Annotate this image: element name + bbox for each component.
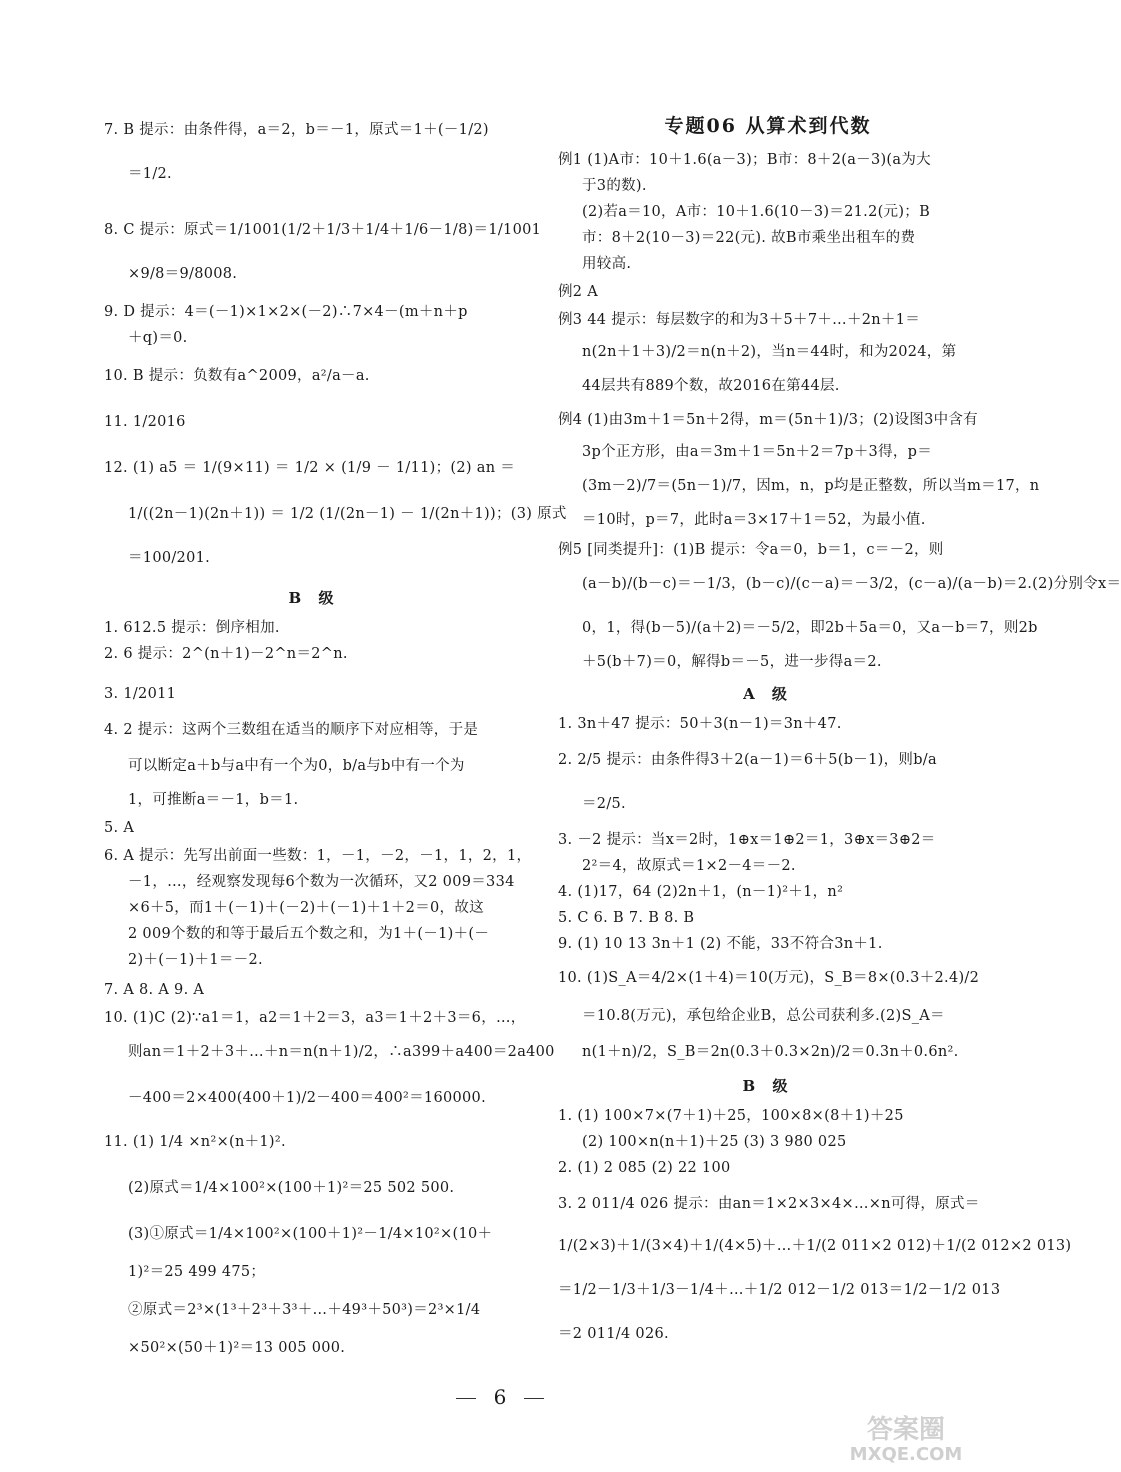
- right-line: n(2n＋1＋3)/2＝n(n＋2)，当n＝44时，和为2024，第: [582, 344, 957, 360]
- left-line: 5. A: [104, 820, 135, 836]
- left-line: 7. B 提示：由条件得，a＝2，b＝－1，原式＝1＋(－1/2): [104, 122, 489, 138]
- right-line: 例4 (1)由3m＋1＝5n＋2得，m＝(5n＋1)/3；(2)设图3中含有: [558, 412, 978, 428]
- left-line: ×50²×(50＋1)²＝13 005 000.: [128, 1340, 346, 1356]
- right-line: 5. C 6. B 7. B 8. B: [558, 910, 695, 926]
- left-line: －1，…，经观察发现每6个数为一次循环，又2 009＝334: [128, 874, 515, 890]
- right-line: 2. 2/5 提示：由条件得3＋2(a－1)＝6＋5(b－1)，则b/a: [558, 752, 937, 768]
- watermark-logo: [840, 1408, 972, 1464]
- right-line: 例3 44 提示：每层数字的和为3＋5＋7＋…＋2n＋1＝: [558, 312, 921, 328]
- left-line: 1/((2n－1)(2n＋1)) ＝ 1/2 (1/(2n－1) － 1/(2n＋1))；(3) 原式: [128, 506, 567, 522]
- right-line: (a－b)/(b－c)＝－1/3，(b－c)/(c－a)＝－3/2，(c－a)/(a－b)＝2.(2)分别令x＝: [582, 576, 1121, 592]
- left-line: 1. 612.5 提示：倒序相加.: [104, 620, 280, 636]
- right-line: (2)若a＝10，A市：10＋1.6(10－3)＝21.2(元)；B: [582, 204, 931, 220]
- right-line: (2) 100×n(n＋1)＋25 (3) 3 980 025: [582, 1134, 847, 1150]
- right-line: 3. 2 011/4 026 提示：由an＝1×2×3×4×…×n可得，原式＝: [558, 1196, 980, 1212]
- left-line: 10. (1)C (2)∵a1＝1，a2＝1＋2＝3，a3＝1＋2＋3＝6，…，: [104, 1010, 526, 1026]
- left-line: ＋q)＝0.: [128, 330, 188, 346]
- left-line: ②原式＝2³×(1³＋2³＋3³＋…＋49³＋50³)＝2³×1/4: [128, 1302, 481, 1318]
- right-line: 3. －2 提示：当x＝2时，1⊕x＝1⊕2＝1，3⊕x＝3⊕2＝: [558, 832, 936, 848]
- left-line: 11. 1/2016: [104, 414, 186, 430]
- left-line: 可以断定a＋b与a中有一个为0，b/a与b中有一个为: [128, 758, 465, 774]
- left-line: ＝1/2.: [128, 166, 172, 182]
- right-line: 3p个正方形，由a＝3m＋1＝5n＋2＝7p＋3得，p＝: [582, 444, 933, 460]
- page-number: 6: [493, 1385, 507, 1409]
- left-line: ×9/8＝9/8008.: [128, 266, 238, 282]
- right-line: 10. (1)S_A＝4/2×(1＋4)＝10(万元)，S_B＝8×(0.3＋2.4)/2: [558, 970, 980, 986]
- right-line: 例2 A: [558, 284, 599, 300]
- left-line: 2. 6 提示：2^(n＋1)－2^n＝2^n.: [104, 646, 348, 662]
- left-line: 10. B 提示：负数有a^2009，a²/a－a.: [104, 368, 370, 384]
- level-heading: B 级: [742, 1077, 794, 1095]
- left-line: 8. C 提示：原式＝1/1001(1/2＋1/3＋1/4＋1/6－1/8)＝1/1001: [104, 222, 542, 238]
- right-line: n(1＋n)/2，S_B＝2n(0.3＋0.3×2n)/2＝0.3n＋0.6n².: [582, 1044, 959, 1060]
- right-line: 2²＝4，故原式＝1×2－4＝－2.: [582, 858, 796, 874]
- left-line: (2)原式＝1/4×100²×(100＋1)²＝25 502 500.: [128, 1180, 455, 1196]
- footer-dash-right: [524, 1398, 544, 1399]
- left-line: ×6＋5，而1＋(－1)＋(－2)＋(－1)＋1＋2＝0，故这: [128, 900, 484, 916]
- level-heading: A 级: [743, 685, 793, 703]
- right-line: 0，1，得(b－5)/(a＋2)＝－5/2，即2b＋5a＝0，又a－b＝7，则2b: [582, 620, 1038, 636]
- right-line: ＝2 011/4 026.: [558, 1326, 669, 1342]
- level-heading: B 级: [288, 589, 340, 607]
- left-line: (3)①原式＝1/4×100²×(100＋1)²－1/4×10²×(10＋: [128, 1226, 493, 1242]
- page-footer: [0, 1385, 1000, 1409]
- right-line: ＋5(b＋7)＝0，解得b＝－5，进一步得a＝2.: [582, 654, 882, 670]
- right-line: ＝10时，p＝7，此时a＝3×17＋1＝52，为最小值.: [582, 512, 926, 528]
- left-line: 1)²＝25 499 475；: [128, 1264, 266, 1280]
- right-line: 例5 [同类提升]：(1)B 提示：令a＝0，b＝1，c＝－2，则: [558, 542, 944, 558]
- right-line: 44层共有889个数，故2016在第44层.: [582, 378, 840, 394]
- right-line: 例1 (1)A市：10＋1.6(a－3)；B市：8＋2(a－3)(a为大: [558, 152, 931, 168]
- left-line: 则an＝1＋2＋3＋…＋n＝n(n＋1)/2，∴a399＋a400＝2a400: [128, 1044, 555, 1060]
- right-line: 9. (1) 10 13 3n＋1 (2) 不能，33不符合3n＋1.: [558, 936, 883, 952]
- right-line: 2. (1) 2 085 (2) 22 100: [558, 1160, 731, 1176]
- left-line: 6. A 提示：先写出前面一些数：1，－1，－2，－1，1，2，1，: [104, 848, 532, 864]
- left-line: 7. A 8. A 9. A: [104, 982, 205, 998]
- left-line: 2)＋(－1)＋1＝－2.: [128, 952, 263, 968]
- right-line: ＝1/2－1/3＋1/3－1/4＋…＋1/2 012－1/2 013＝1/2－1/2 013: [558, 1282, 1001, 1298]
- left-line: 3. 1/2011: [104, 686, 177, 702]
- right-line: (3m－2)/7＝(5n－1)/7，因m，n，p均是正整数，所以当m＝17，n: [582, 478, 1040, 494]
- left-line: 4. 2 提示：这两个三数组在适当的顺序下对应相等，于是: [104, 722, 479, 738]
- right-line: ＝2/5.: [582, 796, 626, 812]
- left-line: 11. (1) 1/4 ×n²×(n＋1)².: [104, 1134, 286, 1150]
- left-line: 9. D 提示：4＝(－1)×1×2×(－2)∴7×4－(m＋n＋p: [104, 304, 468, 320]
- watermark-top-text: 答案圈: [866, 1415, 946, 1445]
- right-line: 1. 3n＋47 提示：50＋3(n－1)＝3n＋47.: [558, 716, 842, 732]
- left-line: ＝100/201.: [128, 550, 211, 566]
- watermark-bottom-text: MXQE.COM: [849, 1444, 963, 1465]
- section-title: 专题06 从算术到代数: [664, 115, 872, 137]
- right-line: 1. (1) 100×7×(7＋1)＋25，100×8×(8＋1)＋25: [558, 1108, 904, 1124]
- right-line: 4. (1)17，64 (2)2n＋1，(n－1)²＋1，n²: [558, 884, 844, 900]
- right-line: 市：8＋2(10－3)＝22(元). 故B市乘坐出租车的费: [582, 230, 916, 246]
- left-line: 12. (1) a5 ＝ 1/(9×11) ＝ 1/2 × (1/9 － 1/11)；(2) an ＝: [104, 460, 516, 476]
- left-line: 2 009个数的和等于最后五个数之和，为1＋(－1)＋(－: [128, 926, 490, 942]
- right-line: ＝10.8(万元)，承包给企业B，总公司获利多.(2)S_A＝: [582, 1008, 945, 1024]
- right-line: 用较高.: [582, 256, 632, 272]
- left-line: －400＝2×400(400＋1)/2－400＝400²＝160000.: [128, 1090, 486, 1106]
- footer-dash-left: [456, 1398, 476, 1399]
- right-line: 1/(2×3)＋1/(3×4)＋1/(4×5)＋…＋1/(2 011×2 012)＋1/(2 012×2 013): [558, 1238, 1072, 1254]
- right-line: 于3的数).: [582, 178, 647, 194]
- left-line: 1，可推断a＝－1，b＝1.: [128, 792, 299, 808]
